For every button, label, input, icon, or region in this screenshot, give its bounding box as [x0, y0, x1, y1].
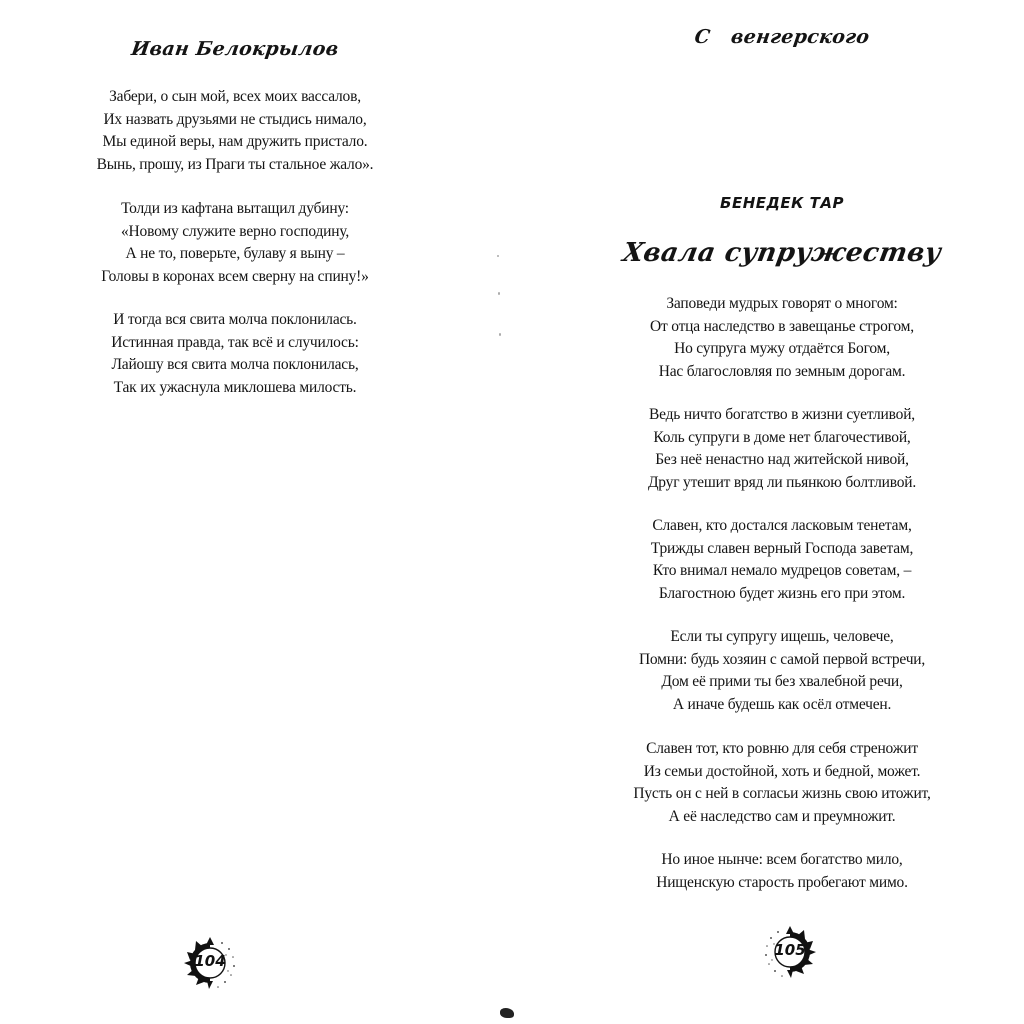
running-head-left: Иван Белокрылов: [129, 38, 341, 60]
verse-line: Славен тот, кто ровню для себя стреножит: [646, 740, 918, 757]
verse-line: Но супруга мужу отдаётся Богом,: [674, 340, 890, 357]
verse-line: Пусть он с ней в согласьи жизнь свою итожит,: [633, 785, 931, 802]
stanza: [540, 849, 1024, 894]
verse-line: Без неё ненастно над житейской нивой,: [655, 451, 909, 468]
page-number: 105: [774, 941, 806, 959]
verse-line: Благостною будет жизнь его при этом.: [658, 584, 906, 602]
scan-speck: [499, 333, 501, 336]
stanza: [0, 86, 470, 176]
verse-line: Нас благословляя по земным дорогам.: [658, 362, 906, 380]
verse-line: Забери, о сын мой, всех моих вассалов,: [109, 88, 361, 105]
verse-line: А иначе будешь как осёл отмечен.: [672, 695, 892, 713]
scan-blot: [500, 1008, 514, 1018]
running-head-right: С венгерского: [693, 26, 871, 48]
verse-line: От отца наследство в завещанье строгом,: [650, 317, 914, 335]
right-page: [540, 0, 1024, 1024]
stanza: [540, 293, 1024, 383]
verse-line: Ведь ничто богатство в жизни суетливой,: [649, 406, 915, 423]
verse-line: А её наследство сам и преумножит.: [668, 807, 896, 825]
verse-line: Мы единой веры, нам дружить пристало.: [102, 133, 368, 150]
verse-line: Истинная правда, так всё и случилось:: [111, 333, 359, 351]
stanza: [540, 626, 1024, 716]
verse-line: Но иное нынче: всем богатство мило,: [661, 851, 903, 868]
left-page: [0, 0, 470, 1024]
verse-line: Толди из кафтана вытащил дубину:: [121, 200, 349, 217]
verse-line: Заповеди мудрых говорят о многом:: [666, 295, 898, 312]
scan-speck: [497, 255, 499, 257]
verse-line: Так их ужаснула миклошева милость.: [113, 378, 357, 396]
verse-line: «Новому служите верно господину,: [121, 222, 349, 240]
stanza: [0, 309, 470, 399]
verse-line: Помни: будь хозяин с самой первой встречи,: [638, 650, 926, 668]
page-number-left: [182, 935, 238, 991]
verse-line: И тогда вся свита молча поклонилась.: [113, 311, 357, 328]
stanza: [0, 198, 470, 288]
verse-line: Из семьи достойной, хоть и бедной, может.: [643, 762, 921, 780]
poem-author: БЕНЕДЕК ТАР: [720, 194, 844, 212]
verse-line: Коль супруги в доме нет благочестивой,: [653, 428, 911, 446]
verse-line: Славен, кто достался ласковым тенетам,: [652, 517, 912, 534]
verse-line: Головы в коронах всем сверну на спину!»: [101, 267, 369, 285]
stanza: [540, 404, 1024, 494]
verse-line: Если ты супругу ищешь, человече,: [670, 628, 894, 645]
verse-line: Друг утешит вряд ли пьянкою болтливой.: [647, 473, 917, 491]
verse-line: Нищенскую старость пробегают мимо.: [656, 873, 908, 891]
verse-line: Трижды славен верный Господа заветам,: [650, 539, 914, 557]
verse-line: Лайошу вся свита молча поклонилась,: [111, 356, 359, 373]
page-number: 104: [194, 952, 226, 970]
poem-title: Хвала супружеству: [620, 238, 944, 268]
verse-line: Вынь, прошу, из Праги ты стальное жало».: [96, 155, 374, 173]
verse-line: Дом её прими ты без хвалебной речи,: [661, 673, 903, 690]
verse-line: Их назвать друзьями не стыдись нимало,: [103, 110, 367, 128]
scan-speck: [498, 292, 500, 295]
verse-line: Кто внимал немало мудрецов советам, –: [652, 562, 912, 579]
verse-line: А не то, поверьте, булаву я выну –: [125, 245, 345, 262]
stanza: [540, 738, 1024, 828]
stanza: [540, 515, 1024, 605]
page-number-right: [762, 924, 818, 980]
